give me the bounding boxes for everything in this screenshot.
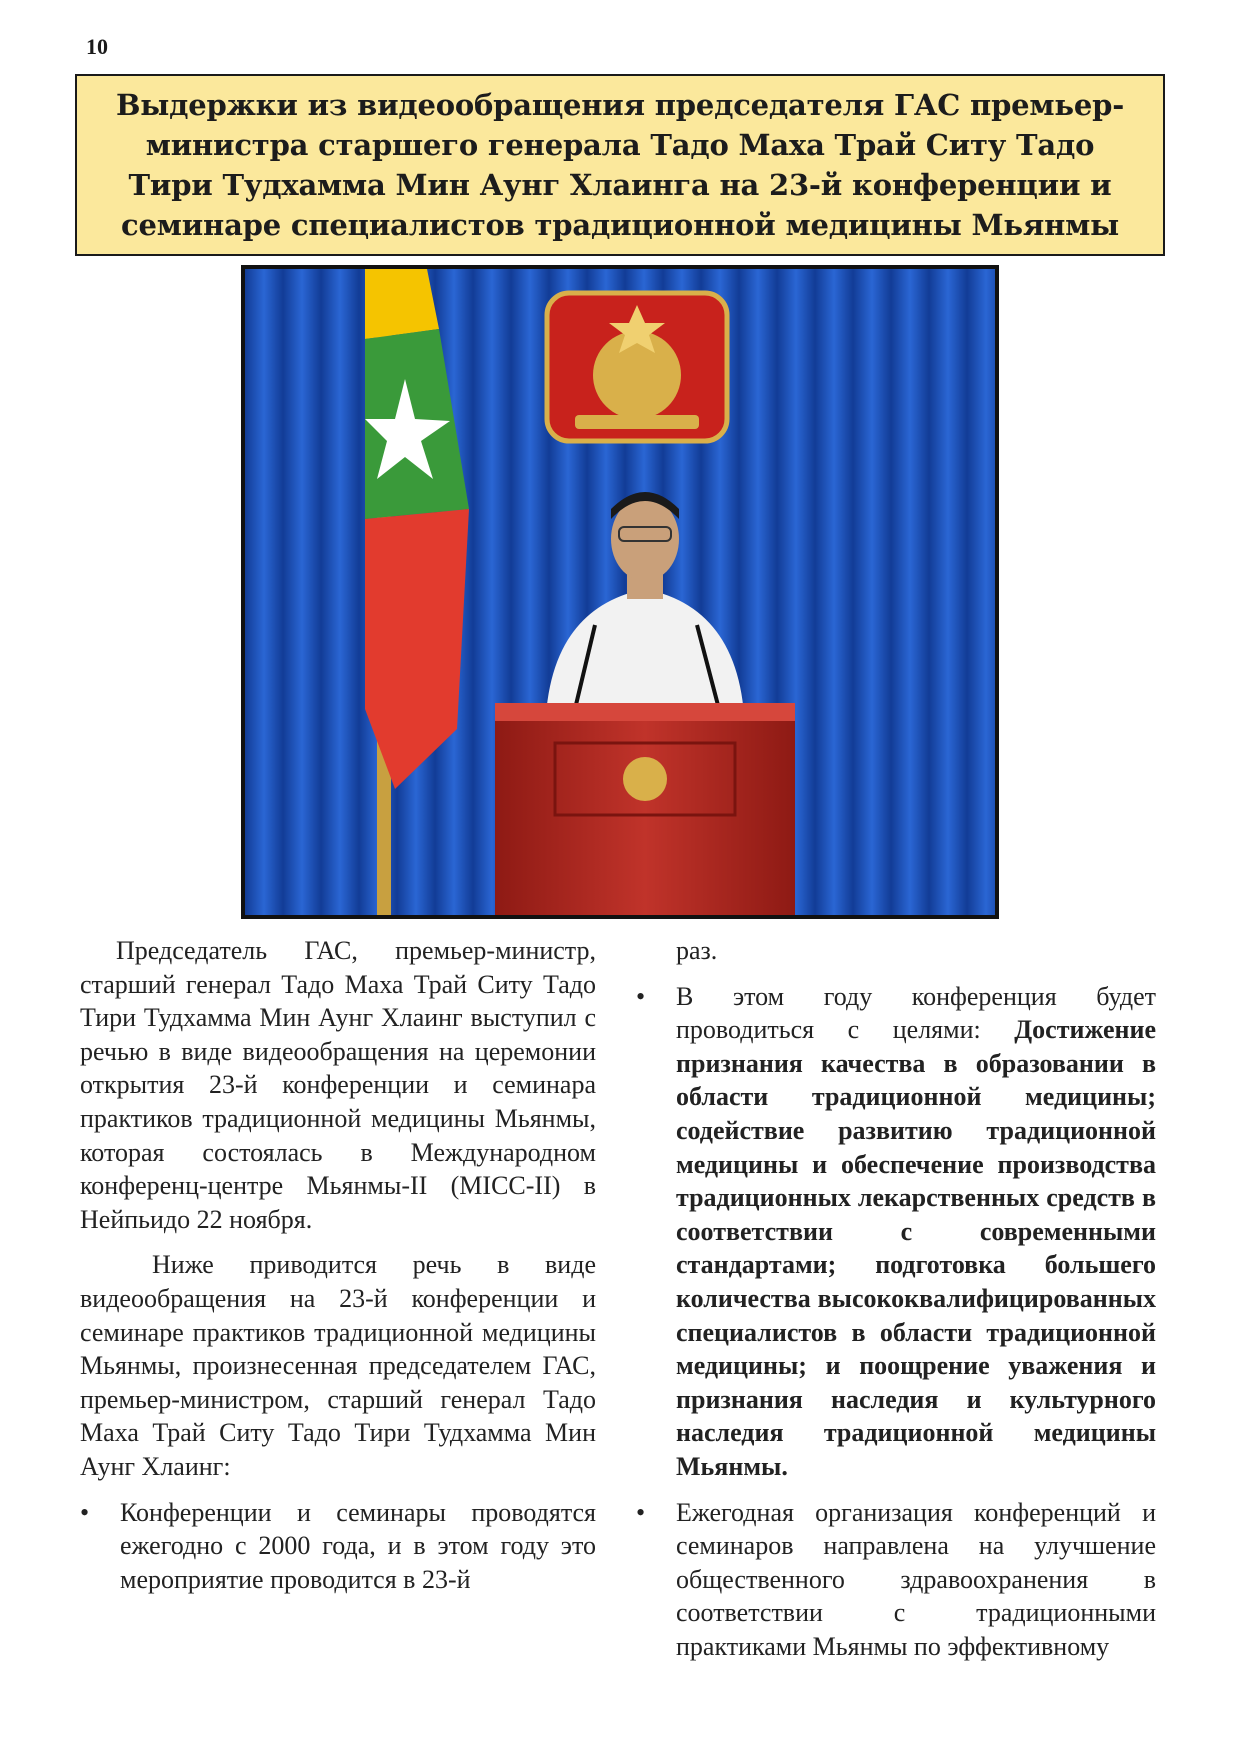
page-number: 10 <box>86 34 108 59</box>
list-item <box>80 1496 596 1597</box>
continuation-text: раз. <box>676 936 718 965</box>
podium <box>495 703 795 915</box>
list-item-text: Ежегодная организация конференций и семинаров направлена на улучшение общественного здравоохранения в соответствии с традиционными практиками Мьянмы по эффективному <box>676 1497 1156 1661</box>
list-item-text: Конференции и семинары проводятся ежегодно с 2000 года, и в этом году это мероприятие проводится в 23-й <box>120 1497 596 1594</box>
headline-box <box>75 74 1165 256</box>
list-item <box>636 980 1156 1484</box>
state-emblem <box>547 293 727 441</box>
left-column <box>80 934 596 1608</box>
list-item-text <box>676 982 1156 1481</box>
speech-intro-paragraph: Ниже приводится речь в виде видеообращения на 23-й конференции и семинаре практиков традиционной медицины Мьянмы, произнесенная председателем ГАС, премьер-министром, старший генерал Тадо Маха Трай Ситу Тадо Тири Тудхамма Мин Аунг Хлаинг: <box>80 1250 596 1481</box>
right-column <box>636 934 1156 1675</box>
photo-illustration <box>245 269 995 915</box>
list-item <box>636 1496 1156 1664</box>
bullet-icon: • <box>80 1497 90 1527</box>
bullet-icon: • <box>636 981 646 1011</box>
list-item-text-bold: Достижение признания качества в образовании в области традиционной медицины; содействие развитию традиционной медицины и обеспечение производства традиционных лекарственных средств в соответствии с современными стандартами; подготовка большего количества высококвалифицированных специалистов в области традиционной медицины; и поощрение уважения и признания наследия и культурного наследия традиционной медицины Мьянмы. <box>676 1015 1156 1481</box>
bullet-icon: • <box>636 1497 646 1527</box>
speaker-photo <box>241 265 999 919</box>
headline: Выдержки из видеообращения председателя ГАС премьер-министра старшего генерала Тадо Маха Трай Ситу Тадо Тири Тудхамма Мин Аунг Хлаинга на 23-й конференции и семинаре специалистов традиционной медицины Мьянмы <box>115 88 1125 242</box>
intro-paragraph: Председатель ГАС, премьер-министр, старший генерал Тадо Маха Трай Ситу Тадо Тири Тудхамма Мин Аунг Хлаинг выступил с речью в виде видеообращения на церемонии открытия 23-й конференции и семинара практиков традиционной медицины Мьянмы, которая состоялась в Международном конференц-центре Мьянмы-II (MICC-II) в Нейпьидо 22 ноября. <box>80 936 596 1234</box>
list-item-text-normal: В этом году конференция будет проводиться с целями: <box>676 981 1156 1045</box>
